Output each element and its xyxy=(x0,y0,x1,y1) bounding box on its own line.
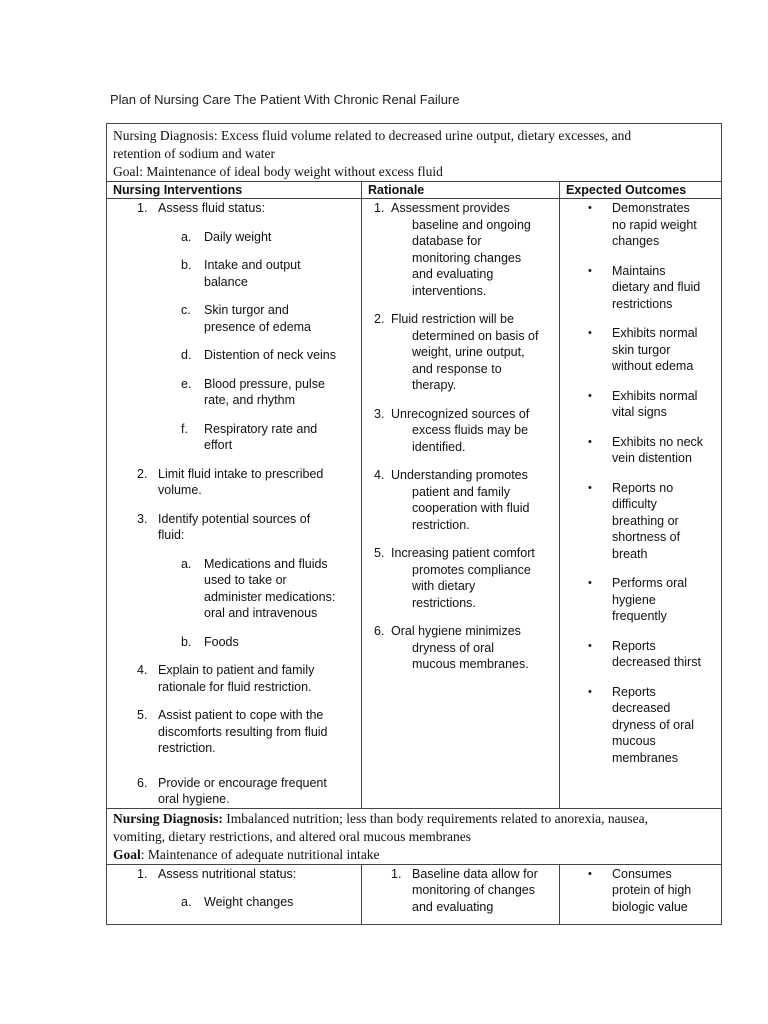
rationale-item: 4. Understanding promotes patient and family cooperation with fluid restriction. xyxy=(374,468,530,532)
outcomes-cell xyxy=(560,199,722,809)
intervention-subitem: b. Intake and output balance xyxy=(181,258,301,289)
bullet-icon: • xyxy=(588,867,592,880)
bullet-icon: • xyxy=(588,577,592,589)
nursing-care-plan-table xyxy=(106,123,722,925)
intervention-item: 1. Assess fluid status: xyxy=(137,201,265,215)
diagnosis-line-1: Nursing Diagnosis: Excess fluid volume related to decreased urine output, dietary excesses, and xyxy=(113,128,632,143)
intervention-subitem: a. Medications and fluids used to take or administer medications: oral and intravenous xyxy=(181,556,336,620)
section2-diagnosis-row xyxy=(107,808,722,864)
outcome-item: • Reports no difficulty breathing or shortness of breath xyxy=(588,480,681,561)
intervention-subitem: e. Blood pressure, pulse rate, and rhythm xyxy=(181,376,325,407)
section1-body-row xyxy=(107,199,722,809)
intervention-subitem: f. Respiratory rate and effort xyxy=(181,421,318,452)
intervention-subitem: d. Distention of neck veins xyxy=(181,348,337,362)
bullet-icon: • xyxy=(588,435,592,448)
header-rationale: Rationale xyxy=(362,182,560,199)
column-header-row xyxy=(107,182,722,199)
section1-diagnosis-cell xyxy=(107,124,722,182)
outcome-item: • Reports decreased thirst xyxy=(588,638,701,669)
outcome-item: • Exhibits no neck vein distention xyxy=(588,434,704,465)
page-title: Plan of Nursing Care The Patient With Chronic Renal Failure xyxy=(110,92,460,107)
rationale-item: 3. Unrecognized sources of excess fluids may be identified. xyxy=(374,406,530,454)
intervention-item: 6. Provide or encourage frequent oral hygiene. xyxy=(137,775,327,806)
interventions-cell xyxy=(107,199,362,809)
rationale-item: 2. Fluid restriction will be determined on basis of weight, urine output, and response to therapy. xyxy=(374,312,539,392)
intervention-item: 3. Identify potential sources of fluid: xyxy=(137,511,311,542)
rationale-item: 6. Oral hygiene minimizes dryness of oral mucous membranes. xyxy=(374,624,529,671)
bullet-icon: • xyxy=(588,685,592,698)
outcome-item: • Exhibits normal vital signs xyxy=(588,388,698,419)
bullet-icon: • xyxy=(588,639,592,652)
outcome-item: • Consumes protein of high biologic value xyxy=(588,866,692,914)
diagnosis-label: Nursing Diagnosis: xyxy=(113,810,223,826)
diagnosis-line-2: retention of sodium and water xyxy=(113,146,275,161)
outcome-item: • Performs oral hygiene frequently xyxy=(588,576,688,623)
goal-line: Goal: Maintenance of ideal body weight without excess fluid xyxy=(113,164,443,179)
rationale-item: 1. Baseline data allow for monitoring of changes and evaluating xyxy=(391,866,538,914)
goal-label: Goal xyxy=(113,846,141,862)
outcome-item: • Maintains dietary and fluid restrictions xyxy=(588,263,701,311)
outcomes-cell-2 xyxy=(560,864,722,924)
intervention-item: 4. Explain to patient and family rationale for fluid restriction. xyxy=(137,663,315,694)
rationale-item: 5. Increasing patient comfort promotes compliance with dietary restrictions. xyxy=(374,546,535,610)
outcome-item: • Demonstrates no rapid weight changes xyxy=(588,201,697,248)
interventions-cell-2 xyxy=(107,864,362,924)
section2-diagnosis-cell: Nursing Diagnosis: Imbalanced nutrition; less than body requirements related to anorexia, nausea, vomiting, dietary restrictions, and altered oral mucous membranes Goal: Maintenance of adequate nutritional intake xyxy=(107,808,722,864)
section2-body-row xyxy=(107,864,722,924)
bullet-icon: • xyxy=(588,202,592,214)
header-interventions: Nursing Interventions xyxy=(107,182,362,199)
intervention-item: 2. Limit fluid intake to prescribed volume. xyxy=(137,466,324,497)
header-outcomes: Expected Outcomes xyxy=(560,182,722,199)
section1-diagnosis-row xyxy=(107,124,722,182)
outcome-item: • Exhibits normal skin turgor without edema xyxy=(588,326,698,373)
bullet-icon: • xyxy=(588,481,592,494)
rationale-cell xyxy=(362,199,560,809)
bullet-icon: • xyxy=(588,327,592,339)
intervention-subitem: a. Daily weight xyxy=(181,229,272,244)
intervention-item: 5. Assist patient to cope with the discomforts resulting from fluid restriction. xyxy=(137,708,328,755)
outcome-item: • Reports decreased dryness of oral mucous membranes xyxy=(588,684,694,765)
rationale-cell-2 xyxy=(362,864,560,924)
intervention-subitem: c. Skin turgor and presence of edema xyxy=(181,303,312,334)
bullet-icon: • xyxy=(588,389,592,402)
intervention-subitem: a. Weight changes xyxy=(181,895,294,909)
intervention-item: 1. Assess nutritional status: xyxy=(137,866,297,881)
bullet-icon: • xyxy=(588,264,592,277)
rationale-item: 1. Assessment provides baseline and ongoing database for monitoring changes and evaluating interventions. xyxy=(374,201,531,298)
intervention-subitem: b. Foods xyxy=(181,634,239,649)
